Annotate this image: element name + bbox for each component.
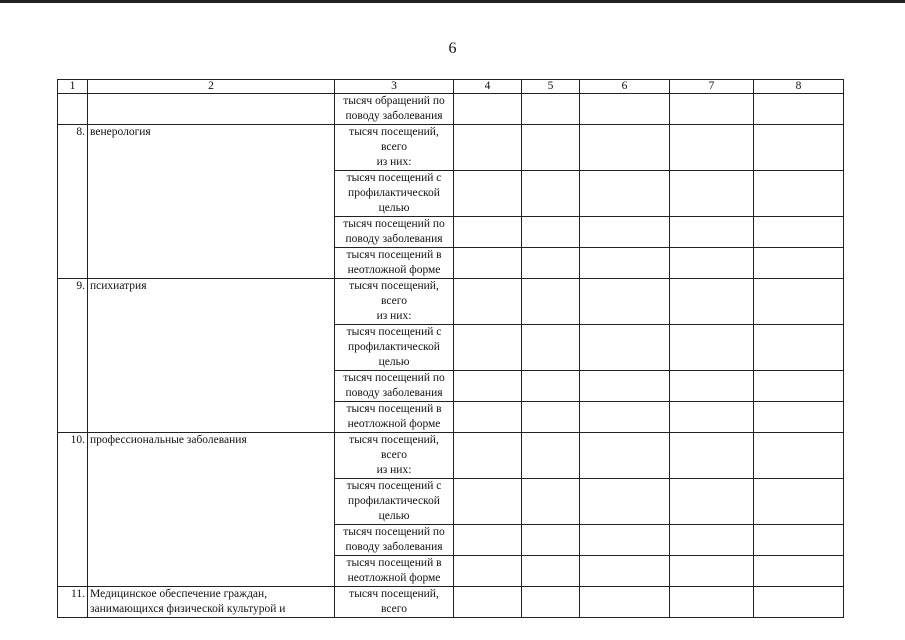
cell-value — [522, 556, 580, 587]
cell-value — [454, 556, 522, 587]
cell-value — [754, 279, 844, 325]
cell-value — [522, 402, 580, 433]
cell-value — [754, 217, 844, 248]
cell-value — [670, 371, 754, 402]
cell-value — [670, 94, 754, 125]
cell-value — [670, 402, 754, 433]
cell-value — [522, 325, 580, 371]
table-row — [58, 587, 844, 618]
cell-value — [670, 125, 754, 171]
cell-value — [454, 479, 522, 525]
cell-unit: тысяч посещений по поводу заболевания — [335, 525, 454, 556]
cell-name: венерология — [88, 125, 335, 279]
cell-value — [754, 125, 844, 171]
cell-value — [454, 525, 522, 556]
cell-value — [522, 217, 580, 248]
col-header-6: 6 — [580, 80, 670, 94]
cell-value — [670, 556, 754, 587]
cell-value — [754, 402, 844, 433]
cell-value — [670, 325, 754, 371]
cell-value — [522, 371, 580, 402]
table-row — [58, 125, 844, 171]
table-row — [58, 279, 844, 325]
cell-unit: тысяч посещений, всего — [335, 587, 454, 618]
cell-value — [580, 402, 670, 433]
cell-value — [670, 171, 754, 217]
cell-value — [580, 279, 670, 325]
cell-name — [88, 94, 335, 125]
cell-unit: тысяч обращений по поводу заболевания — [335, 94, 454, 125]
col-header-2: 2 — [88, 80, 335, 94]
cell-num: 11. — [58, 587, 88, 618]
cell-unit: тысяч посещений по поводу заболевания — [335, 371, 454, 402]
table-row — [58, 433, 844, 479]
cell-value — [522, 248, 580, 279]
cell-unit: тысяч посещений, всего из них: — [335, 433, 454, 479]
top-rule — [0, 0, 905, 3]
table-row — [58, 94, 844, 125]
cell-value — [670, 217, 754, 248]
cell-name: психиатрия — [88, 279, 335, 433]
cell-num: 10. — [58, 433, 88, 587]
cell-value — [754, 433, 844, 479]
cell-name: профессиональные заболевания — [88, 433, 335, 587]
cell-value — [454, 402, 522, 433]
cell-value — [754, 525, 844, 556]
cell-name: Медицинское обеспечение граждан, занимающихся физической культурой и — [88, 587, 335, 618]
cell-value — [754, 371, 844, 402]
cell-value — [454, 94, 522, 125]
cell-num: 9. — [58, 279, 88, 433]
col-header-8: 8 — [754, 80, 844, 94]
cell-value — [754, 248, 844, 279]
header-row — [58, 80, 844, 94]
cell-value — [754, 171, 844, 217]
cell-unit: тысяч посещений, всего из них: — [335, 279, 454, 325]
cell-value — [670, 433, 754, 479]
col-header-3: 3 — [335, 80, 454, 94]
cell-unit: тысяч посещений в неотложной форме — [335, 402, 454, 433]
cell-value — [754, 94, 844, 125]
col-header-4: 4 — [454, 80, 522, 94]
cell-unit: тысяч посещений по поводу заболевания — [335, 217, 454, 248]
cell-value — [580, 556, 670, 587]
cell-value — [454, 325, 522, 371]
cell-value — [580, 217, 670, 248]
cell-value — [580, 125, 670, 171]
cell-value — [580, 587, 670, 618]
cell-value — [670, 587, 754, 618]
cell-value — [670, 248, 754, 279]
cell-value — [454, 125, 522, 171]
cell-unit: тысяч посещений с профилактической целью — [335, 479, 454, 525]
cell-value — [670, 479, 754, 525]
page-number: 6 — [448, 40, 457, 57]
cell-value — [580, 525, 670, 556]
cell-value — [580, 248, 670, 279]
cell-value — [454, 433, 522, 479]
cell-value — [580, 479, 670, 525]
cell-unit: тысяч посещений, всего из них: — [335, 125, 454, 171]
cell-value — [580, 171, 670, 217]
cell-value — [454, 371, 522, 402]
cell-value — [522, 433, 580, 479]
cell-value — [670, 525, 754, 556]
cell-value — [522, 479, 580, 525]
cell-value — [522, 125, 580, 171]
cell-value — [754, 556, 844, 587]
cell-value — [522, 587, 580, 618]
data-table — [57, 79, 844, 618]
cell-value — [522, 279, 580, 325]
cell-value — [454, 587, 522, 618]
cell-value — [454, 279, 522, 325]
col-header-5: 5 — [522, 80, 580, 94]
cell-value — [454, 248, 522, 279]
cell-value — [580, 325, 670, 371]
cell-value — [522, 525, 580, 556]
cell-num — [58, 94, 88, 125]
cell-value — [580, 371, 670, 402]
col-header-7: 7 — [670, 80, 754, 94]
cell-value — [454, 217, 522, 248]
cell-value — [454, 171, 522, 217]
cell-value — [754, 325, 844, 371]
cell-value — [580, 433, 670, 479]
cell-value — [522, 94, 580, 125]
cell-value — [670, 279, 754, 325]
cell-unit: тысяч посещений с профилактической целью — [335, 325, 454, 371]
cell-unit: тысяч посещений в неотложной форме — [335, 248, 454, 279]
cell-unit: тысяч посещений в неотложной форме — [335, 556, 454, 587]
cell-value — [522, 171, 580, 217]
cell-num: 8. — [58, 125, 88, 279]
cell-value — [754, 587, 844, 618]
cell-value — [580, 94, 670, 125]
cell-unit: тысяч посещений с профилактической целью — [335, 171, 454, 217]
cell-value — [754, 479, 844, 525]
col-header-1: 1 — [58, 80, 88, 94]
